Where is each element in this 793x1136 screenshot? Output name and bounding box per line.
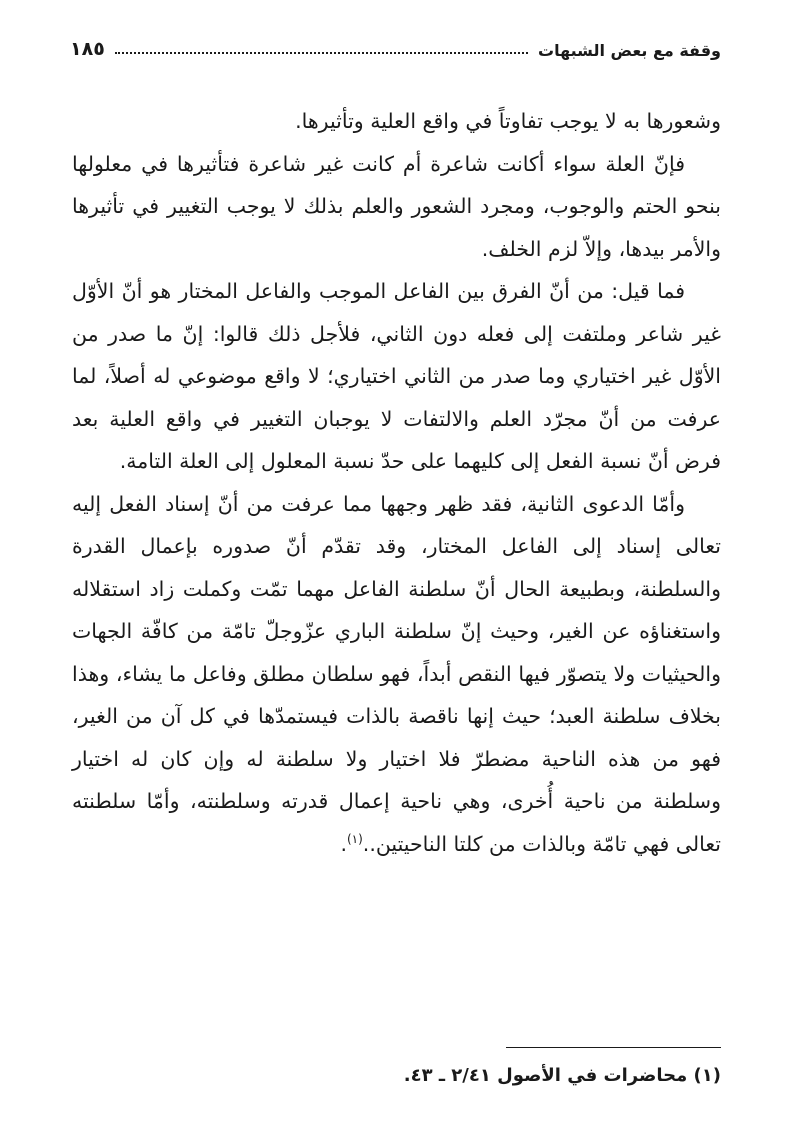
- footnote-marker: (١): [693, 1065, 721, 1086]
- header-dot-leader: [115, 51, 528, 54]
- paragraph-4-text: وأمّا الدعوى الثانية، فقد ظهر وجهها مما عرفت من أنّ إسناد الفعل إليه تعالى إسناد إلى الفاعل المختار، وقد تقدّم أنّ صدوره بإعمال القدرة والسلطنة، وبطبيعة الحال أنّ سلطنة الفاعل مهما تمّت وكملت زاد استقلاله واستغناؤه عن الغير، وحيث إنّ سلطنة الباري عزّوجلّ تامّة من كافّة الجهات والحيثيات ولا يتصوّر فيها النقص أبداً، فهو سلطان مطلق وفاعل ما يشاء، وهذا بخلاف سلطنة العبد؛ حيث إنها ناقصة بالذات فيستمدّها في كل آن من الغير، فهو من هذه الناحية مضطرّ فلا اختيار ولا سلطنة له وإن كان له اختيار وسلطنة من ناحية أُخرى، وهي ناحية إعمال قدرته وسلطنته، وأمّا سلطنته تعالى فهي تامّة وبالذات من كلتا الناحيتين..: [72, 491, 721, 856]
- paragraph-2-text: فإنّ العلة سواء أكانت شاعرة أم كانت غير شاعرة فتأثيرها في معلولها بنحو الحتم والوجوب، ومجرد الشعور والعلم بذلك لا يوجب التغيير في تأثيرها والأمر بيدها، وإلاّ لزم الخلف.: [72, 151, 721, 261]
- footnote: [72, 1062, 721, 1090]
- body-text: [72, 100, 721, 865]
- paragraph-2: [72, 143, 721, 271]
- paragraph-4-trailing: .: [340, 831, 347, 856]
- paragraph-1-text: وشعورها به لا يوجب تفاوتاً في واقع العلية وتأثيرها.: [295, 109, 721, 133]
- running-header: [70, 30, 721, 60]
- page-number: ١٨٥: [70, 38, 105, 60]
- paragraph-3-text: فما قيل: من أنّ الفرق بين الفاعل الموجب والفاعل المختار هو أنّ الأوّل غير شاعر وملتفت إلى فعله دون الثاني، فلأجل ذلك قالوا: إنّ ما صدر من الأوّل غير اختياري وما صدر من الثاني اختياري؛ لا واقع موضوعي له أصلاً، لما عرفت من أنّ مجرّد العلم والالتفات لا يوجبان التغيير في واقع العلية بعد فرض أنّ نسبة الفعل إلى كليهما على حدّ نسبة المعلول إلى العلة التامة.: [72, 279, 721, 473]
- footnote-separator: [506, 1047, 721, 1048]
- paragraph-3: [72, 270, 721, 483]
- footnote-text: محاضرات في الأصول ٢/٤١ ـ ٤٣.: [403, 1065, 688, 1086]
- paragraph-1: [72, 100, 721, 143]
- paragraph-4: [72, 483, 721, 866]
- footnote-reference[interactable]: (١): [346, 831, 363, 846]
- chapter-title: وقفة مع بعض الشبهات: [537, 41, 721, 60]
